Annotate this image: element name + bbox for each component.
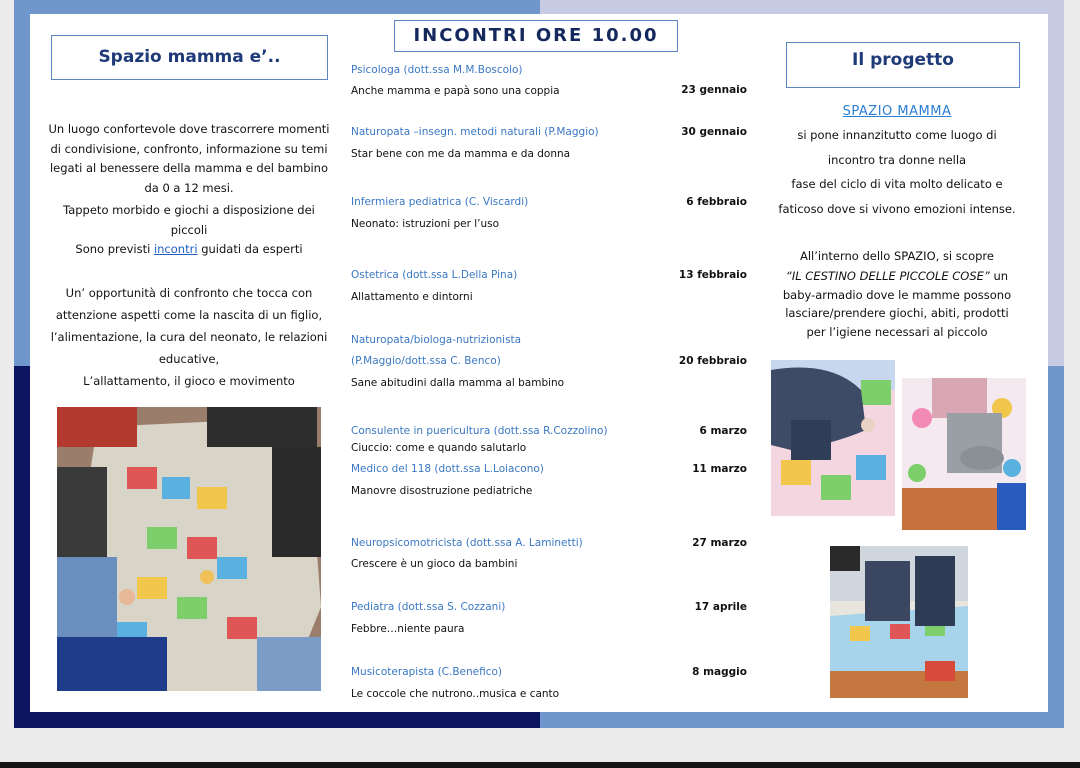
frame-band-left-top <box>14 0 30 366</box>
event-speaker: Musicoterapista (C.Benefico) <box>351 666 503 678</box>
event-date: 23 gennaio <box>681 84 747 96</box>
event-speaker: Naturopata/biologa-nutrizionista <box>351 334 522 346</box>
left-title: Spazio mamma e’.. <box>51 35 328 80</box>
frame-band-right-top <box>1048 0 1064 366</box>
event-speaker: Medico del 118 (dott.ssa L.Loiacono) <box>351 463 544 475</box>
event-date: 20 febbraio <box>678 355 747 367</box>
frame-band-top-right <box>540 0 1064 14</box>
left-meetings-after: guidati da esperti <box>201 242 303 256</box>
event-date: 6 febbraio <box>686 196 747 208</box>
event-speaker-line2: (P.Maggio/dott.ssa C. Benco) <box>351 355 501 367</box>
event-topic: Anche mamma e papà sono una coppia <box>351 85 560 97</box>
event-date: 17 aprile <box>694 601 747 613</box>
event-topic: Le coccole che nutrono..musica e canto <box>351 688 560 700</box>
project-description <box>766 100 1028 341</box>
basket-tail: un <box>993 269 1009 283</box>
frame-band-right-bottom <box>1048 366 1064 728</box>
event-speaker: Pediatra (dott.ssa S. Cozzani) <box>351 601 506 613</box>
project-line: faticoso dove si vivono emozioni intense. <box>778 201 1016 216</box>
event-topic: Manovre disostruzione pediatriche <box>351 485 533 497</box>
meetings-title: INCONTRI ORE 10.00 <box>394 20 678 52</box>
event-speaker: Ostetrica (dott.ssa L.Della Pina) <box>351 269 518 281</box>
left-para-intro: Un luogo confortevole dove trascorrere momenti di condivisione, confronto, informazione su temi legati al benessere della mamma e del bambino da 0 a 12 mesi. <box>48 122 330 195</box>
event-speaker: Psicologa (dott.ssa M.M.Boscolo) <box>351 64 523 76</box>
event-topic: Crescere è un gioco da bambini <box>351 558 518 570</box>
project-line: fase del ciclo di vita molto delicato e <box>791 177 1003 191</box>
photo-group-mothers <box>57 407 321 691</box>
left-meetings-before: Sono previsti <box>75 242 151 256</box>
event-speaker: Infermiera pediatrica (C. Viscardi) <box>351 196 529 208</box>
event-speaker: Neuropsicomotricista (dott.ssa A. Laminetti) <box>351 537 583 549</box>
event-topic: Allattamento e dintorni <box>351 291 473 303</box>
event-speaker: Consulente in puericultura (dott.ssa R.Cozzolino) <box>351 425 608 437</box>
basket-line <box>766 267 1028 286</box>
frame-band-left-bottom <box>14 366 30 728</box>
event-date: 27 marzo <box>692 537 747 549</box>
project-title: Il progetto <box>786 42 1020 88</box>
photo-baby-walking <box>830 546 968 698</box>
frame-band-top-left <box>14 0 540 14</box>
event-date: 6 marzo <box>699 425 747 437</box>
event-topic: Neonato: istruzioni per l’uso <box>351 218 500 230</box>
event-date: 11 marzo <box>692 463 747 475</box>
project-line: incontro tra donne nella <box>827 152 967 167</box>
frame-band-bottom-left <box>14 712 540 728</box>
photo-baby-on-mat <box>902 378 1026 530</box>
brochure-page <box>30 14 1048 712</box>
basket-title: “IL CESTINO DELLE PICCOLE COSE” <box>785 269 990 283</box>
event-date: 30 gennaio <box>681 126 747 138</box>
basket-line: lasciare/prendere giochi, abiti, prodotti <box>785 306 1009 320</box>
left-para-breastfeeding: L’allattamento, il gioco e movimento <box>83 373 295 388</box>
project-line: si pone innanzitutto come luogo di <box>797 128 997 142</box>
event-topic: Febbre…niente paura <box>351 623 465 635</box>
left-para-meetings <box>44 240 334 260</box>
left-para-carpet: Tappeto morbido e giochi a disposizione dei piccoli <box>63 203 315 237</box>
event-topic: Ciuccio: come e quando salutarlo <box>351 442 527 454</box>
basket-line: baby-armadio dove le mamme possono <box>782 287 1012 302</box>
event-date: 8 maggio <box>692 666 747 678</box>
bottom-strip <box>0 762 1080 768</box>
basket-line: per l’igiene necessari al piccolo <box>806 324 988 339</box>
project-intro: All’interno dello SPAZIO, si scopre <box>800 249 994 263</box>
photo-baby-crawling <box>771 360 895 516</box>
spazio-mamma-link[interactable]: SPAZIO MAMMA <box>842 104 952 119</box>
event-topic: Sane abitudini dalla mamma al bambino <box>351 377 565 389</box>
frame-band-bottom-right <box>540 712 1064 728</box>
event-topic: Star bene con me da mamma e da donna <box>351 148 571 160</box>
event-date: 13 febbraio <box>678 269 747 281</box>
left-description <box>44 120 334 392</box>
event-speaker: Naturopata –insegn. metodi naturali (P.Maggio) <box>351 126 599 138</box>
spazio-mamma-heading <box>766 100 1028 123</box>
incontri-link[interactable]: incontri <box>153 242 198 256</box>
left-para-opportunity: Un’ opportunità di confronto che tocca con attenzione aspetti come la nascita di un figlio, l’alimentazione, la cura del neonato, le relazioni educative, <box>50 285 328 366</box>
